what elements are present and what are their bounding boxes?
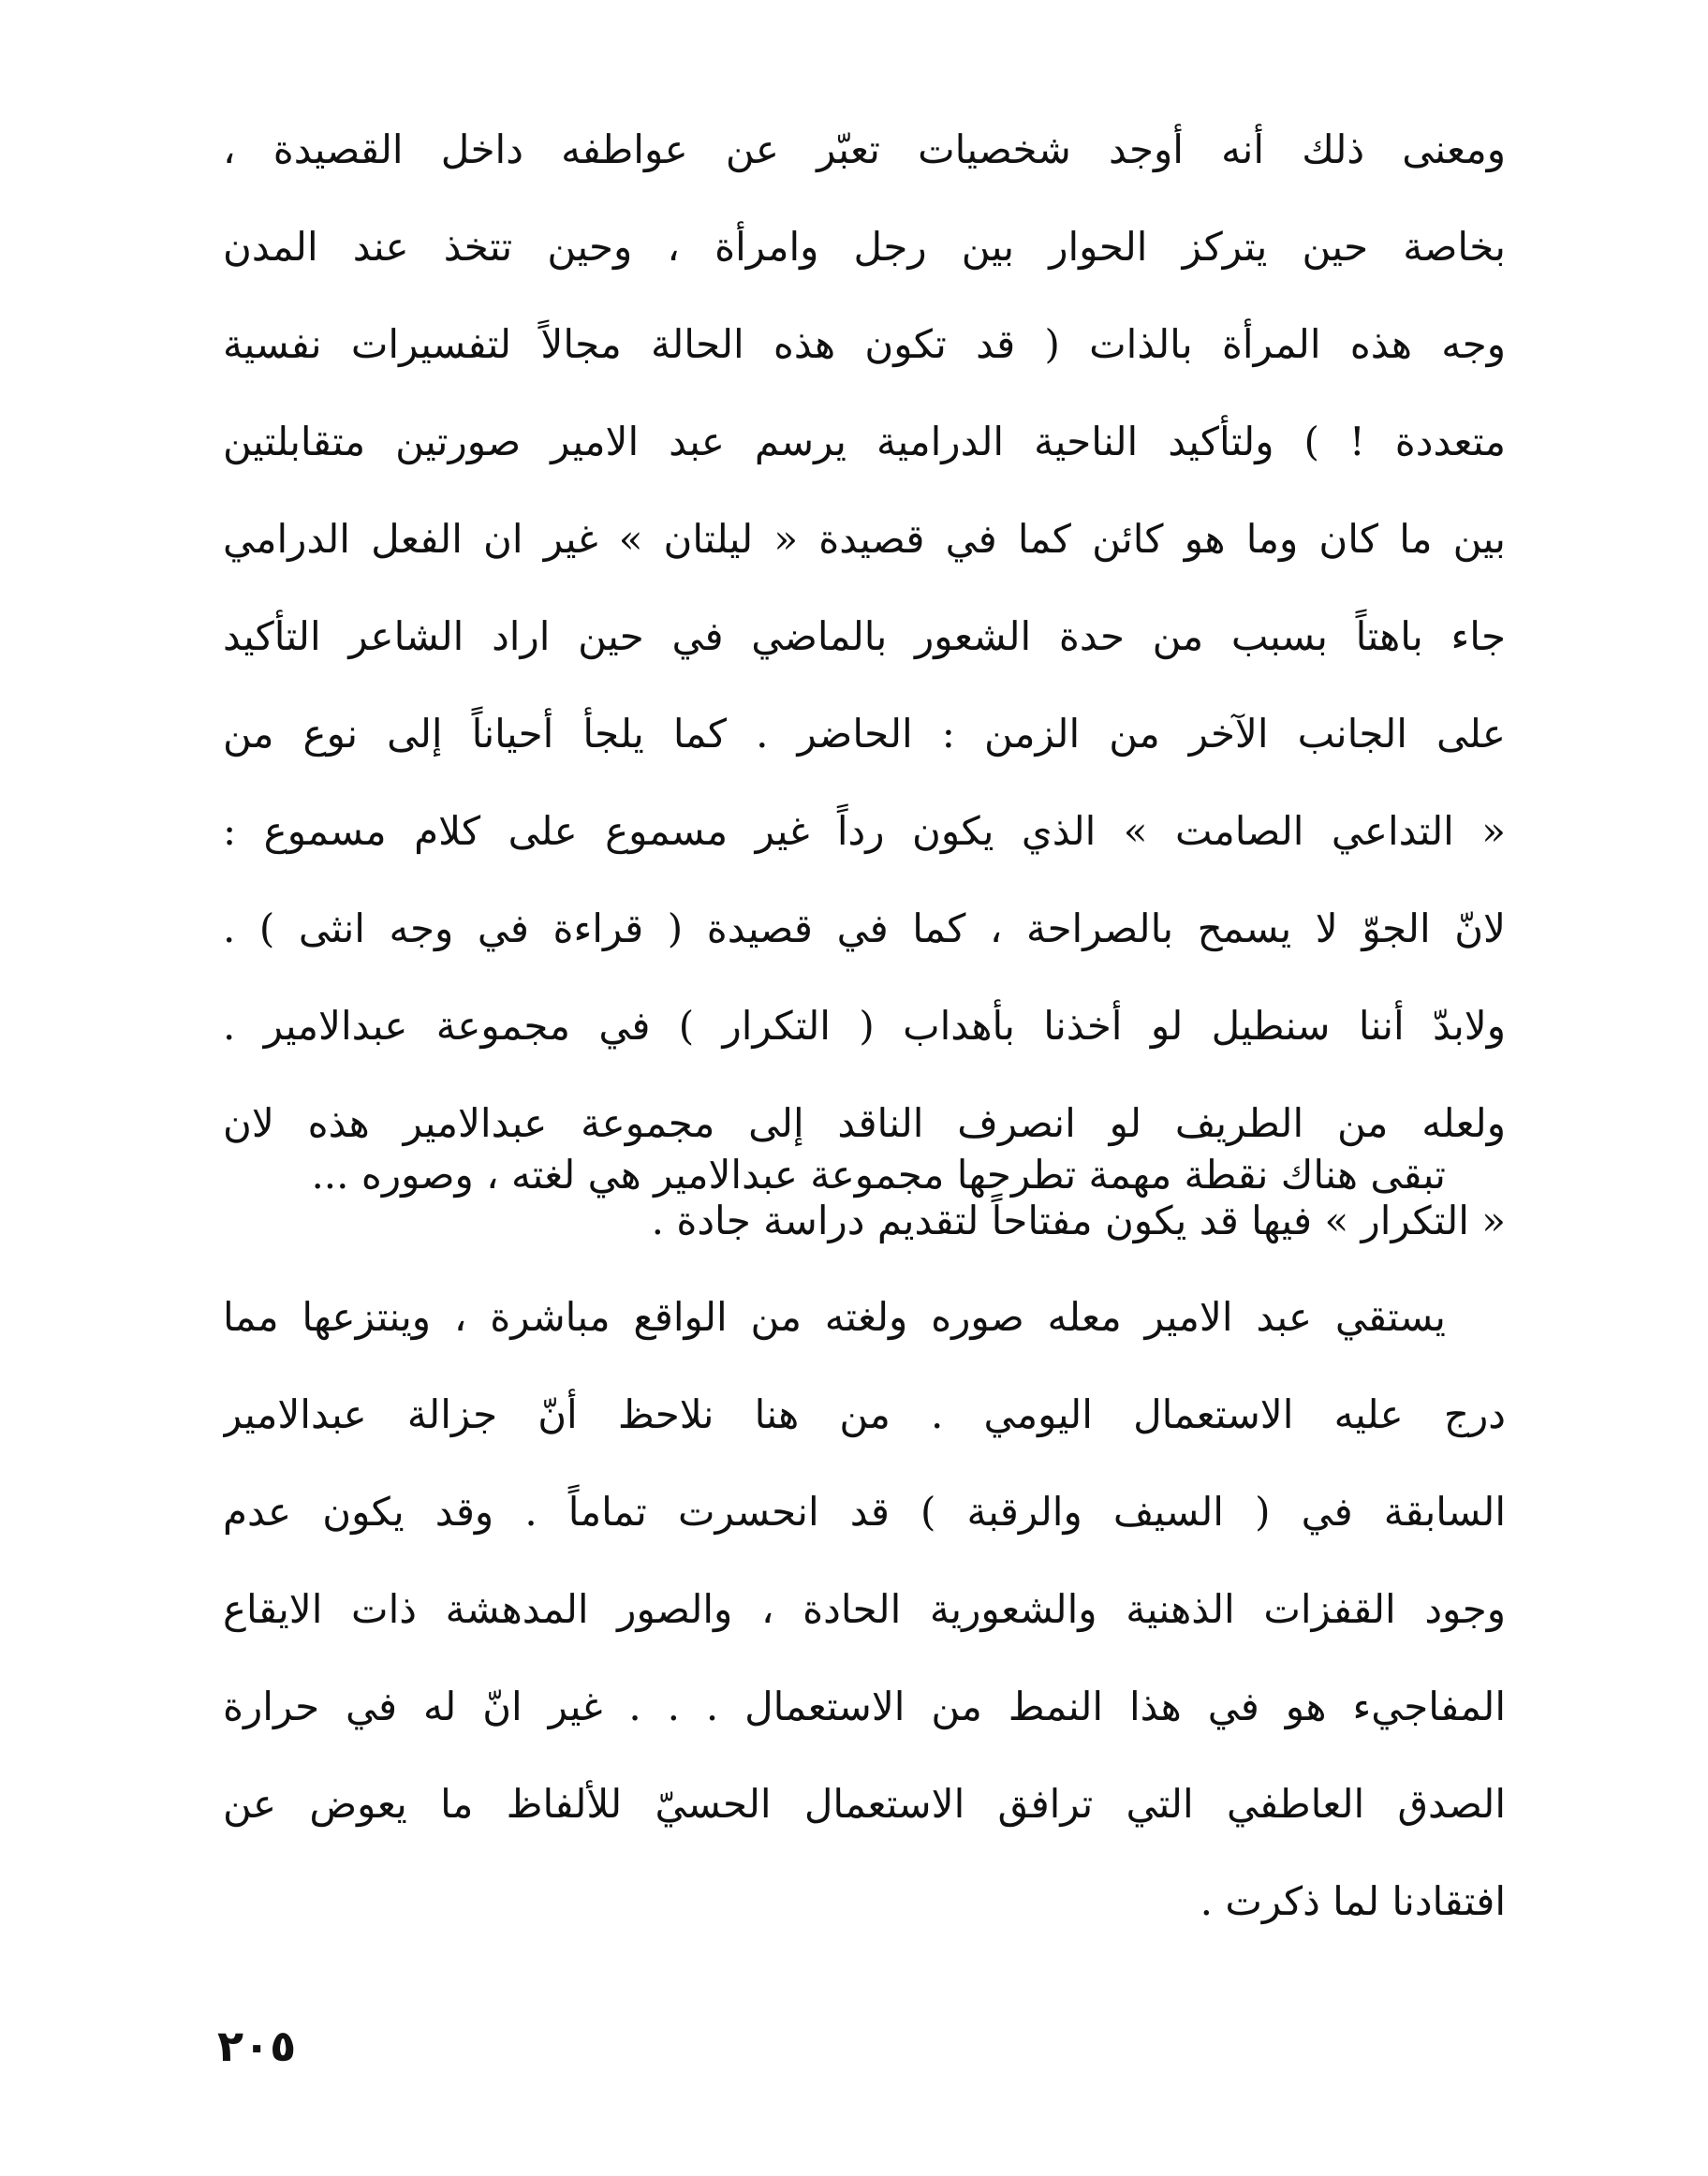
paragraph-3-line-4: وجود القفزات الذهنية والشعورية الحادة ، والصور المدهشة ذات الايقاع (223, 1586, 1506, 1632)
paragraph-1-line-2: بخاصة حين يتركز الحوار بين رجل وامرأة ، وحين تتخذ عند المدن (223, 224, 1506, 270)
paragraph-1-line-4: متعددة ! ) ولتأكيد الناحية الدرامية يرسم عبد الامير صورتين متقابلتين (223, 419, 1506, 464)
paragraph-1-line-6: جاء باهتاً بسبب من حدة الشعور بالماضي في حين اراد الشاعر التأكيد (223, 613, 1506, 659)
paragraph-1-line-12: « التكرار » فيها قد يكون مفتاحاً لتقديم دراسة جادة . (651, 1198, 1506, 1243)
paragraph-1-line-5: بين ما كان وما هو كائن كما في قصيدة « ليلتان » غير ان الفعل الدرامي (223, 516, 1506, 562)
paragraph-3-line-7: افتقادنا لما ذكرت . (1200, 1878, 1506, 1924)
paragraph-3-line-5: المفاجيء هو في هذا النمط من الاستعمال . . . غير انّ له في حرارة (223, 1683, 1506, 1729)
paragraph-1-line-9: لانّ الجوّ لا يسمح بالصراحة ، كما في قصيدة ( قراءة في وجه انثى ) . (223, 905, 1506, 951)
paragraph-3-line-3: السابقة في ( السيف والرقبة ) قد انحسرت تماماً . وقد يكون عدم (223, 1489, 1506, 1535)
paragraph-1-line-8: « التداعي الصامت » الذي يكون رداً غير مسموع على كلام مسموع : (223, 808, 1506, 854)
paragraph-1-line-11: ولعله من الطريف لو انصرف الناقد إلى مجموعة عبدالامير هذه لان (223, 1100, 1506, 1146)
paragraph-3-line-1: يستقي عبد الامير معله صوره ولغته من الواقع مباشرة ، وينتزعها مما (223, 1294, 1446, 1340)
paragraph-3-line-2: درج عليه الاستعمال اليومي . من هنا نلاحظ أنّ جزالة عبدالامير (223, 1391, 1506, 1437)
paragraph-1-line-1: ومعنى ذلك أنه أوجد شخصيات تعبّر عن عواطفه داخل القصيدة ، (223, 126, 1506, 172)
paragraph-1-line-10: ولابدّ أننا سنطيل لو أخذنا بأهداب ( التكرار ) في مجموعة عبدالامير . (223, 1003, 1506, 1049)
paragraph-2 (223, 1126, 1506, 1224)
paragraph-1-line-7: على الجانب الآخر من الزمن : الحاضر . كما يلجأ أحياناً إلى نوع من (223, 711, 1506, 757)
page-number: ٢٠٥ (217, 2021, 297, 2071)
paragraph-1 (223, 101, 1506, 1270)
paragraph-3-line-6: الصدق العاطفي التي ترافق الاستعمال الحسيّ للألفاظ ما يعوض عن (223, 1781, 1506, 1827)
paragraph-3 (223, 1269, 1506, 1950)
paragraph-2-line-1: تبقى هناك نقطة مهمة تطرحها مجموعة عبدالامير هي لغته ، وصوره ... (311, 1152, 1446, 1198)
paragraph-1-line-3: وجه هذه المرأة بالذات ( قد تكون هذه الحالة مجالاً لتفسيرات نفسية (223, 321, 1506, 367)
